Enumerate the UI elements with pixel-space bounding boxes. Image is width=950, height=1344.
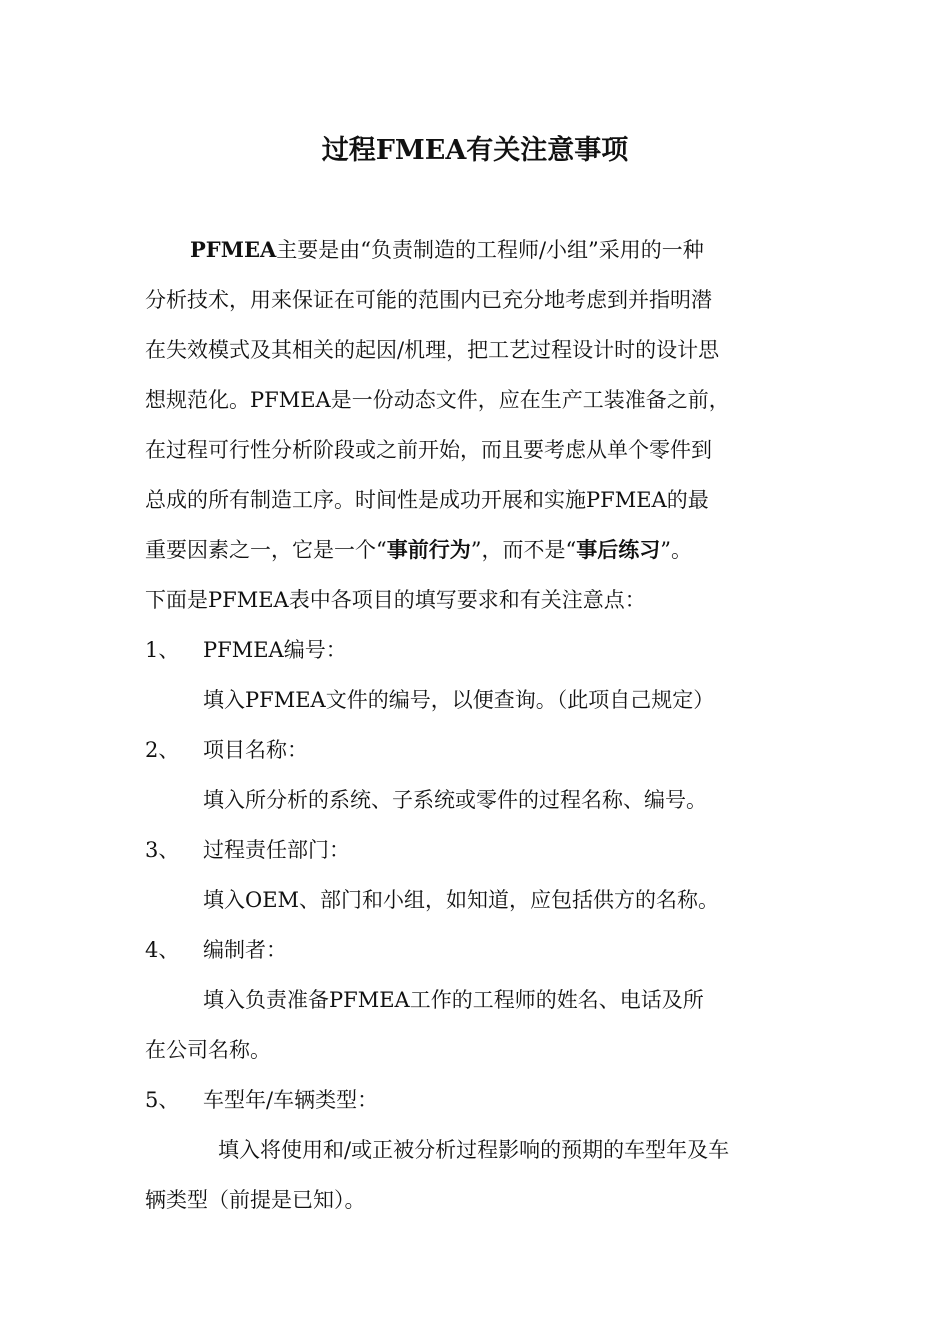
intro-line-1 <box>190 235 704 265</box>
intro-line-1-text: 主要是由“负责制造的工程师/小组”采用的一种 <box>276 238 704 262</box>
item-4-heading: 编制者： <box>203 938 287 962</box>
item-1-heading: PFMEA编号： <box>203 638 347 662</box>
item-3-number: 3、 <box>145 838 180 862</box>
intro-line-4: 想规范化。PFMEA是一份动态文件，应在生产工装准备之前， <box>145 388 730 412</box>
intro-line-7-a: 重要因素之一，它是一个“ <box>145 538 387 562</box>
item-4-text-continued: 在公司名称。 <box>145 1038 271 1062</box>
emphasis-after: 事后练习 <box>576 537 661 562</box>
item-5-text: 填入将使用和/或正被分析过程影响的预期的车型年及车 <box>218 1138 730 1162</box>
item-5-heading: 车型年/车辆类型： <box>203 1088 379 1112</box>
item-3-heading: 过程责任部门： <box>203 838 350 862</box>
item-4-text: 填入负责准备PFMEA工作的工程师的姓名、电话及所 <box>203 988 704 1012</box>
intro-line-7-c: ”，而不是“ <box>470 538 577 562</box>
item-2-text: 填入所分析的系统、子系统或零件的过程名称、编号。 <box>203 788 707 812</box>
item-4-number: 4、 <box>145 938 180 962</box>
intro-line-6: 总成的所有制造工序。时间性是成功开展和实施PFMEA的最 <box>145 488 709 512</box>
intro-line-8: 下面是PFMEA表中各项目的填写要求和有关注意点： <box>145 588 646 612</box>
document-title: 过程FMEA有关注意事项 <box>321 135 629 166</box>
intro-line-5: 在过程可行性分析阶段或之前开始，而且要考虑从单个零件到 <box>145 438 712 462</box>
intro-line-3: 在失效模式及其相关的起因/机理，把工艺过程设计时的设计思 <box>145 338 720 362</box>
item-2-number: 2、 <box>145 738 180 762</box>
pfmea-bold: PFMEA <box>190 237 277 262</box>
item-3-text: 填入OEM、部门和小组，如知道，应包括供方的名称。 <box>203 888 720 912</box>
item-1-text: 填入PFMEA文件的编号，以便查询。（此项自己规定） <box>203 688 715 712</box>
item-1-number: 1、 <box>145 638 180 662</box>
intro-line-7-e: ”。 <box>660 538 692 562</box>
intro-line-7 <box>145 535 692 565</box>
item-2-heading: 项目名称： <box>203 738 308 762</box>
item-5-number: 5、 <box>145 1088 180 1112</box>
item-5-text-continued: 辆类型（前提是已知）。 <box>145 1188 366 1212</box>
intro-line-2: 分析技术，用来保证在可能的范围内已充分地考虑到并指明潜 <box>145 288 712 312</box>
emphasis-before: 事前行为 <box>386 537 471 562</box>
